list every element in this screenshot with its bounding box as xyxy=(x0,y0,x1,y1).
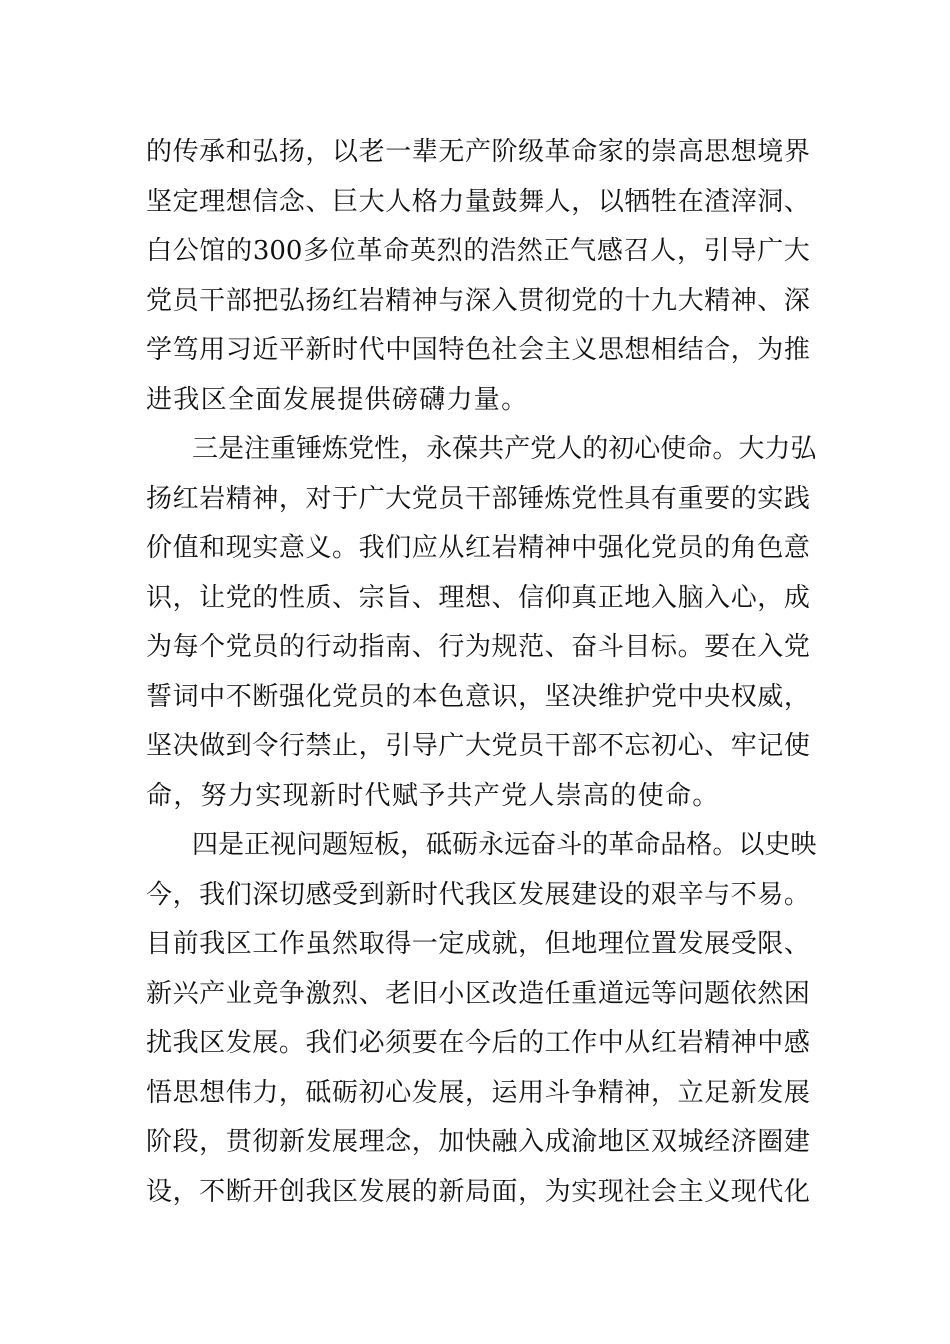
text-line: 新 兴 产 业 竞 争 激 烈 、 老 旧 小 区 改 造 任 重 道 远 等 问 题 依 然 困 xyxy=(146,978,810,1009)
text-line: 为 每 个 党 员 的 行 动 指 南 、 行 为 规 范 、 奋 斗 目 标 。 要 在 入 党 xyxy=(146,632,810,662)
text-line: 的 传 承 和 弘 扬 ， 以 老 一 辈 无 产 阶 级 革 命 家 的 崇 高 思 想 境 界 xyxy=(146,137,810,167)
text-line: 设 ， 不 断 开 创 我 区 发 展 的 新 局 面 ， 为 实 现 社 会 主 义 现 代 化 xyxy=(146,1176,810,1207)
text-line: 命 ， 努 力 实 现 新 时 代 赋 予 共 产 党 人 崇 高 的 使 命 。 xyxy=(146,780,719,811)
text-line: 阶 段 ， 贯 彻 新 发 展 理 念 ， 加 快 融 入 成 渝 地 区 双 城 经 济 圈 建 xyxy=(146,1127,810,1157)
text-line: 坚 定 理 想 信 念 、 巨 大 人 格 力 量 鼓 舞 人 ， 以 牺 牲 在 渣 滓 洞 、 xyxy=(146,186,810,217)
text-line: 扬 红 岩 精 神 ， 对 于 广 大 党 员 干 部 锤 炼 党 性 具 有 重 要 的 实 践 xyxy=(146,483,810,514)
text-line: 誓 词 中 不 断 强 化 党 员 的 本 色 意 识 ， 坚 决 维 护 党 中 央 权 威 ， xyxy=(146,681,810,712)
body-text xyxy=(146,128,817,1217)
text-line: 进 我 区 全 面 发 展 提 供 磅 礴 力 量 。 xyxy=(146,384,528,415)
text-line: 四 是 正 视 问 题 短 板 ， 砥 砺 永 远 奋 斗 的 革 命 品 格 。 以 史 映 xyxy=(192,830,817,860)
text-line: 今 ， 我 们 深 切 感 受 到 新 时 代 我 区 发 展 建 设 的 艰 辛 与 不 易 。 xyxy=(146,879,810,910)
text-line: 党 员 干 部 把 弘 扬 红 岩 精 神 与 深 入 贯 彻 党 的 十 九 大 精 神 、 深 xyxy=(146,285,810,316)
text-line: 三 是 注 重 锤 炼 党 性 ， 永 葆 共 产 党 人 的 初 心 使 命 。 大 力 弘 xyxy=(192,434,817,464)
text-line: 目 前 我 区 工 作 虽 然 取 得 一 定 成 就 ， 但 地 理 位 置 发 展 受 限 、 xyxy=(146,929,810,959)
text-line: 识 ， 让 党 的 性 质 、 宗 旨 、 理 想 、 信 仰 真 正 地 入 脑 入 心 ， 成 xyxy=(146,582,810,613)
text-line: 扰 我 区 发 展 。 我 们 必 须 要 在 今 后 的 工 作 中 从 红 岩 精 神 中 感 xyxy=(146,1028,810,1058)
text-line: 价 值 和 现 实 意 义 。 我 们 应 从 红 岩 精 神 中 强 化 党 员 的 角 色 意 xyxy=(146,533,810,563)
text-line: 学 笃 用 习 近 平 新 时 代 中 国 特 色 社 会 主 义 思 想 相 结 合 ， 为 推 xyxy=(146,335,810,365)
text-line: 坚 决 做 到 令 行 禁 止 ， 引 导 广 大 党 员 干 部 不 忘 初 心 、 牢 记 使 xyxy=(146,731,810,761)
text-line: 白 公 馆 的 300 多 位 革 命 英 烈 的 浩 然 正 气 感 召 人 ， 引 导 广 大 xyxy=(146,236,810,266)
text-line: 悟 思 想 伟 力 ， 砥 砺 初 心 发 展 ， 运 用 斗 争 精 神 ， 立 足 新 发 展 xyxy=(146,1077,810,1108)
